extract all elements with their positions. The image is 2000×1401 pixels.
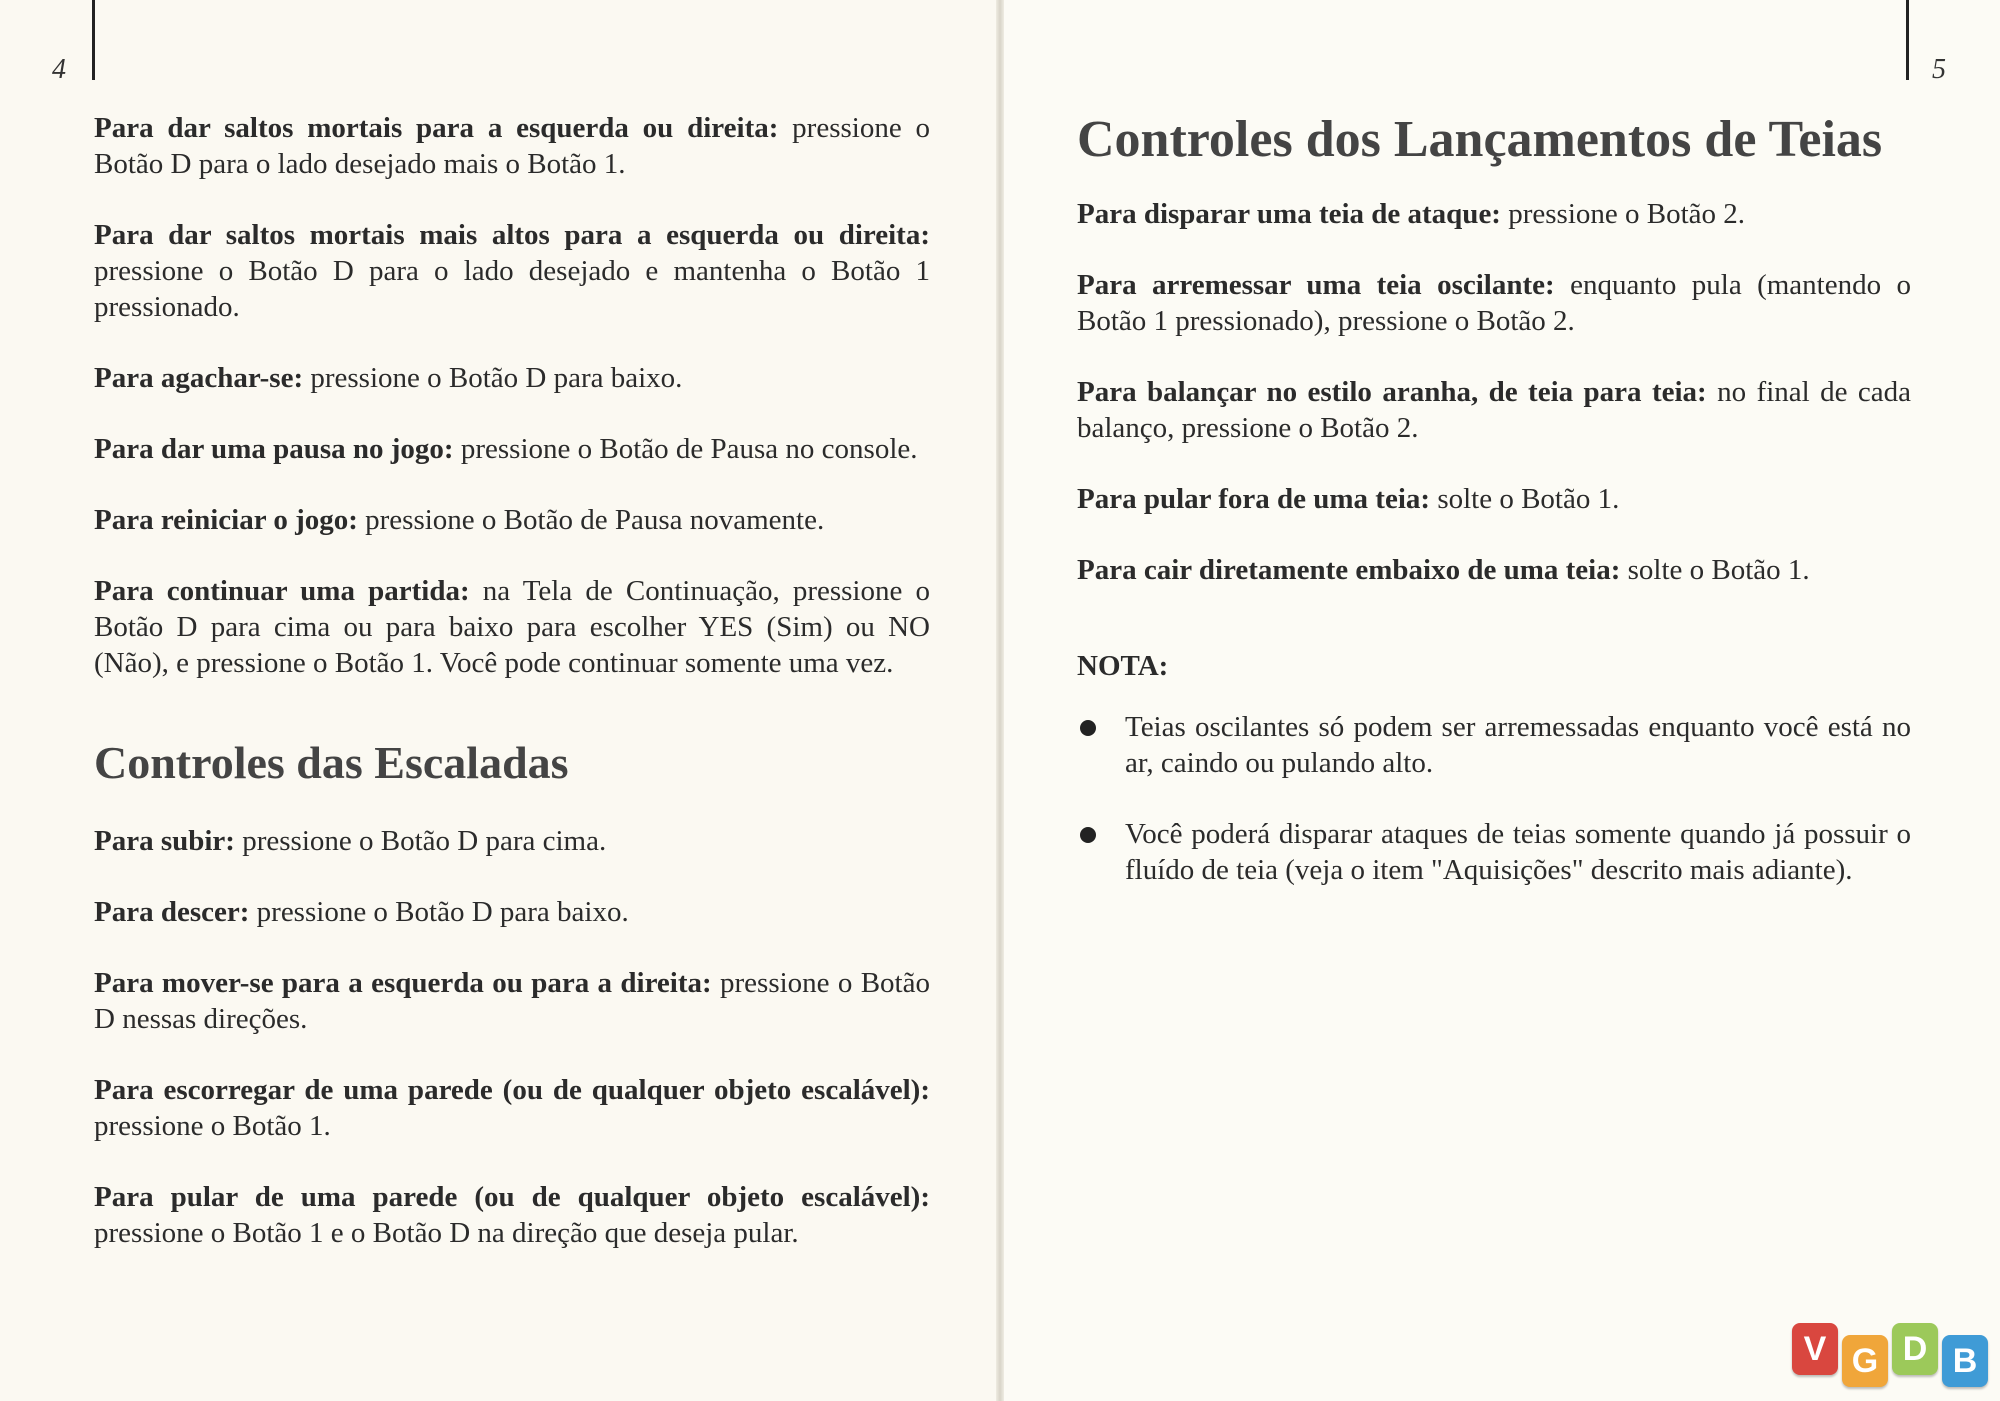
vgdb-watermark-logo [1792,1329,1988,1391]
instruction-text: solte o Botão 1. [1430,483,1620,515]
instruction-label: Para cair diretamente embaixo de uma teia: [1077,554,1621,586]
instruction-text: solte o Botão 1. [1620,554,1810,586]
item-gap [94,182,930,217]
instruction-label: Para mover-se para a esquerda ou para a direita: [94,967,712,999]
instruction-item [94,894,930,930]
instruction-text: pressione o Botão D para cima. [234,825,607,857]
book-gutter [996,0,1004,1401]
item-gap [1077,517,1911,552]
instruction-label: Para arremessar uma teia oscilante: [1077,269,1555,301]
nota-label: NOTA: [1077,650,1169,682]
instruction-item [94,823,930,859]
instruction-item [1077,196,1911,232]
right-page [1000,0,2000,1401]
note-text: Teias oscilantes só podem ser arremessadas enquanto você está no ar, caindo ou pulando alto. [1125,711,1911,779]
page-rule [92,0,95,80]
instruction-item [1077,552,1911,588]
instruction-label: Para pular de uma parede (ou de qualquer objeto escalável): [94,1181,930,1213]
left-page-content [94,110,930,1251]
instruction-label: Para dar saltos mortais mais altos para a esquerda ou direita: [94,219,930,251]
instruction-item [94,965,930,1037]
instruction-text: pressione o Botão de Pausa no console. [453,433,918,465]
instruction-list [94,823,930,1251]
instruction-label: Para balançar no estilo aranha, de teia para teia: [1077,376,1707,408]
instruction-item [94,110,930,182]
instruction-label: Para continuar uma partida: [94,575,470,607]
item-gap [94,538,930,573]
bullet-icon [1080,827,1096,843]
watermark-tile: B [1942,1335,1988,1387]
item-gap [94,859,930,894]
instruction-text: no final de cada balanço, pressione o Botão 2. [1077,376,1911,444]
instruction-label: Para agachar-se: [94,362,304,394]
instruction-text: pressione o Botão D para o lado desejado e mantenha o Botão 1 pressionado. [94,255,930,323]
page-number: 4 [52,54,66,85]
instruction-text: pressione o Botão D para baixo. [249,896,629,928]
instruction-item [94,502,930,538]
instruction-label: Para escorregar de uma parede (ou de qualquer objeto escalável): [94,1074,930,1106]
instruction-item [94,1179,930,1251]
instruction-item [1077,374,1911,446]
instruction-item [94,217,930,325]
instruction-text: pressione o Botão D para o lado desejado mais o Botão 1. [94,112,930,180]
instruction-item [94,573,930,681]
instruction-item [94,1072,930,1144]
item-gap [94,1144,930,1179]
note-text: Você poderá disparar ataques de teias somente quando já possuir o fluído de teia (veja o item "Aquisições" descrito mais adiante). [1125,818,1911,886]
instruction-item [94,431,930,467]
notes-list [1077,709,1911,888]
instruction-label: Para disparar uma teia de ataque: [1077,198,1501,230]
instruction-label: Para pular fora de uma teia: [1077,483,1431,515]
watermark-tile: V [1792,1323,1838,1375]
item-gap [94,930,930,965]
instruction-text: enquanto pula (mantendo o Botão 1 pressionado), pressione o Botão 2. [1077,269,1911,337]
instruction-text: pressione o Botão de Pausa novamente. [357,504,825,536]
instruction-item [1077,481,1911,517]
instruction-list [1077,196,1911,588]
right-page-content [1077,108,1911,923]
instruction-label: Para descer: [94,896,250,928]
item-gap [94,325,930,360]
page-number: 5 [1932,54,1946,85]
instruction-text: pressione o Botão 1 e o Botão D na direção que deseja pular. [94,1217,799,1249]
watermark-tile: G [1842,1335,1888,1387]
instruction-text: pressione o Botão 1. [94,1110,331,1142]
instruction-label: Para reiniciar o jogo: [94,504,358,536]
instruction-text: pressione o Botão D para baixo. [303,362,683,394]
bullet-icon [1080,720,1096,736]
instruction-text: pressione o Botão D nessas direções. [94,967,930,1035]
item-gap [94,1037,930,1072]
note-item [1077,709,1911,781]
instruction-label: Para dar saltos mortais para a esquerda ou direita: [94,112,779,144]
instruction-item [94,360,930,396]
item-gap [1077,446,1911,481]
note-item [1077,816,1911,888]
instruction-text: pressione o Botão 2. [1500,198,1746,230]
item-gap [1077,232,1911,267]
section-title: Controles das Escaladas [94,737,569,788]
item-gap [1077,339,1911,374]
section-title: Controles dos Lançamentos de Teias [1077,111,1883,168]
instruction-label: Para subir: [94,825,235,857]
instruction-list [94,110,930,681]
item-gap [94,467,930,502]
instruction-text: na Tela de Continuação, pressione o Botão D para cima ou para baixo para escolher YES (Sim) ou NO (Não), e pressione o Botão 1. Você pode continuar somente uma vez. [94,575,930,679]
page-rule [1906,0,1909,80]
item-gap [94,396,930,431]
instruction-item [1077,267,1911,339]
instruction-label: Para dar uma pausa no jogo: [94,433,454,465]
watermark-tile: D [1892,1323,1938,1375]
